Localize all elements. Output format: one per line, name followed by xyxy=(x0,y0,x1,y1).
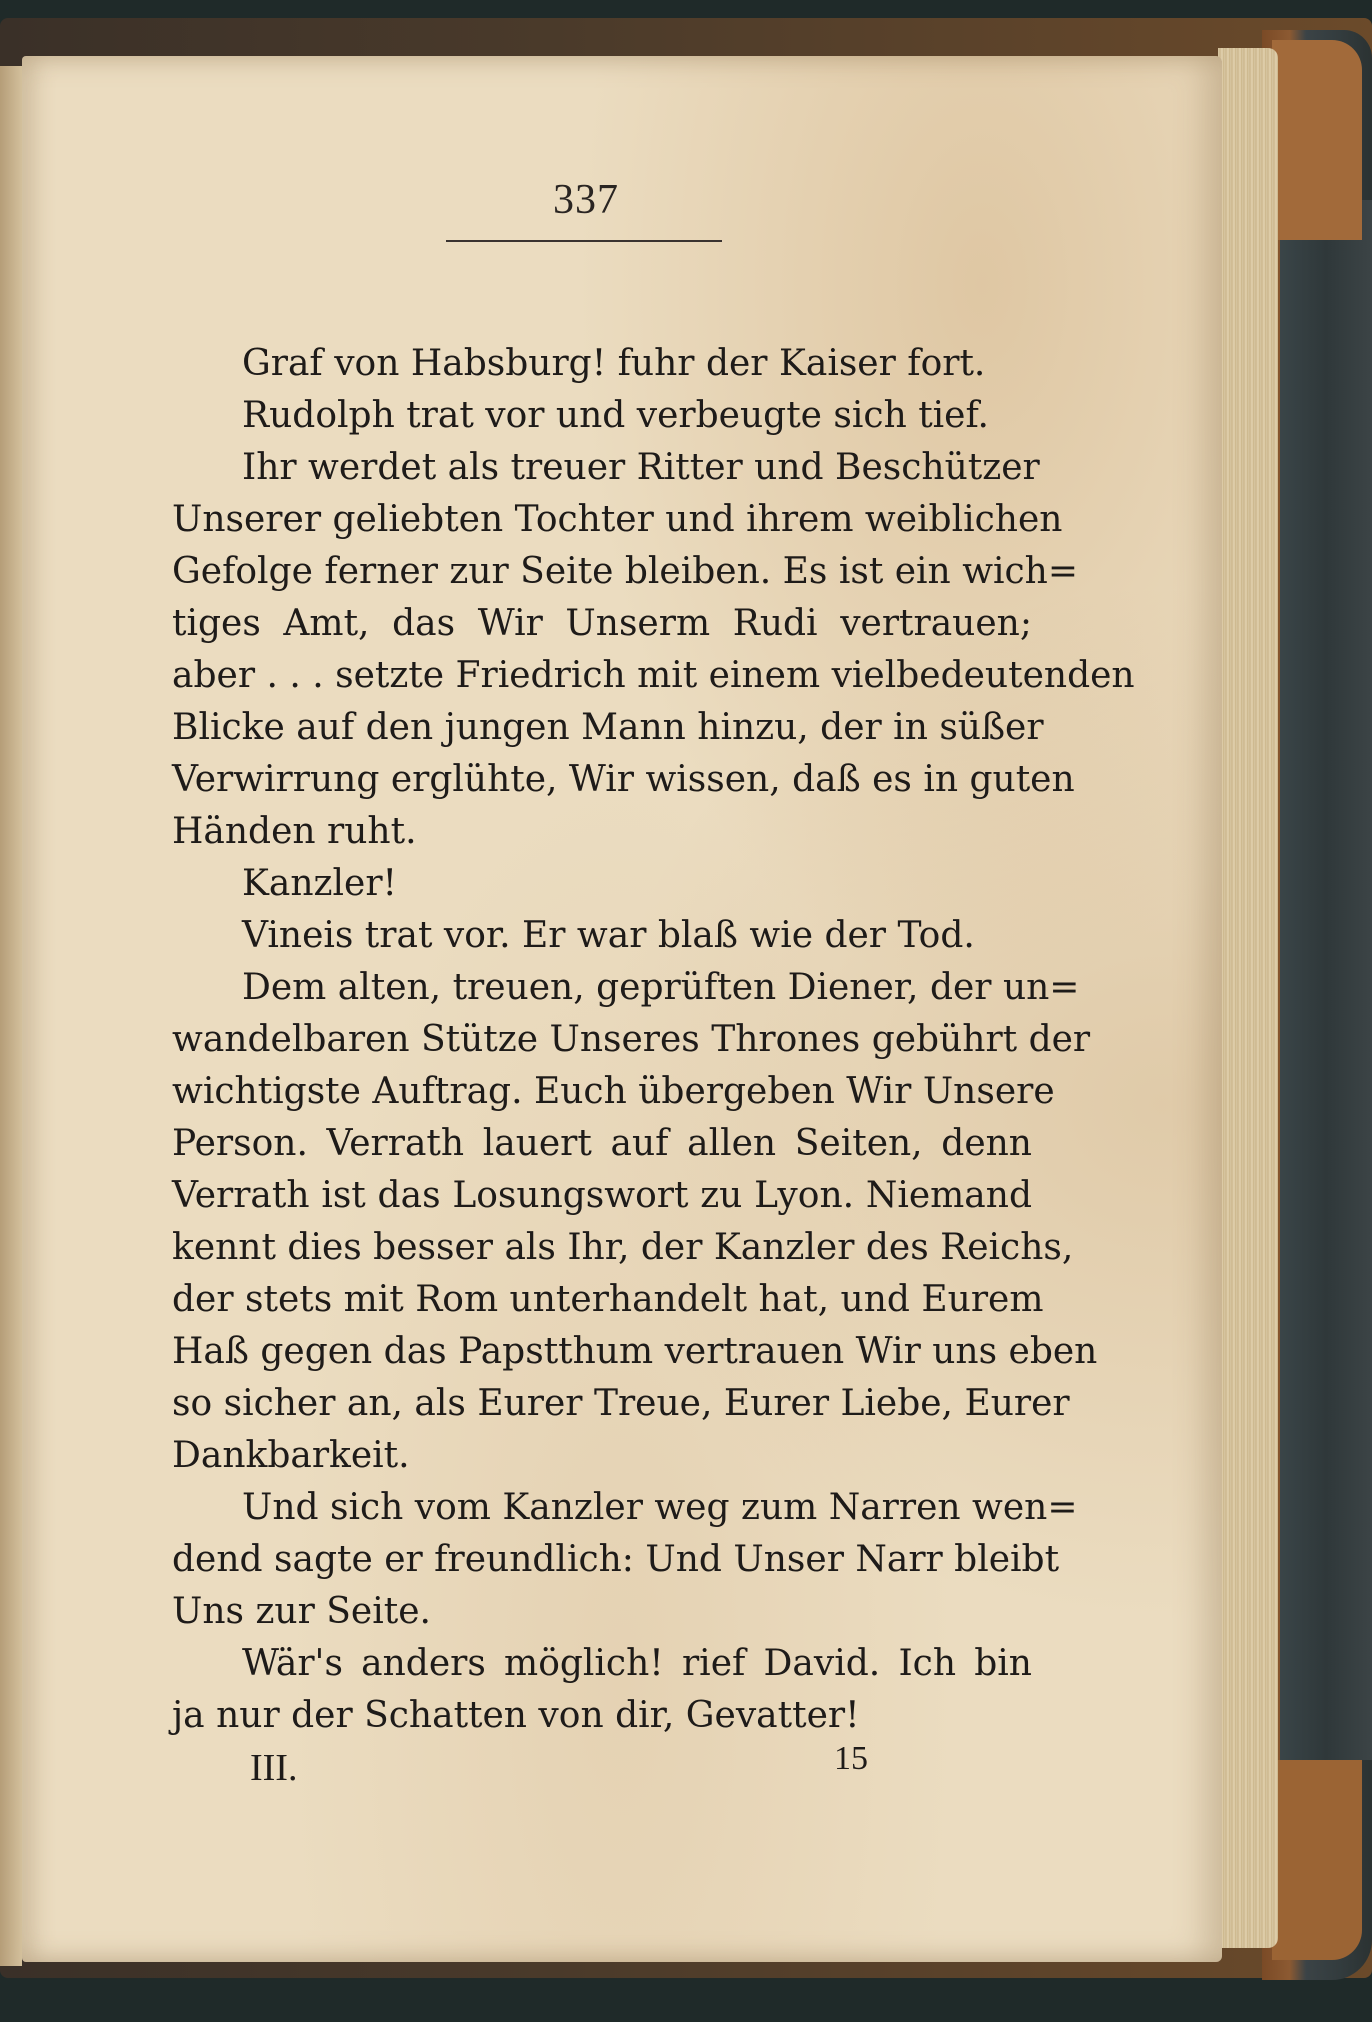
page-number-rule xyxy=(446,240,722,242)
text-line: tiges Amt, das Wir Unserm Rudi vertrauen; xyxy=(172,603,1032,644)
text-line: Wär's anders möglich! rief David. Ich bin xyxy=(242,1643,1032,1684)
text-line: Uns zur Seite. xyxy=(172,1591,431,1632)
text-line: Verwirrung erglühte, Wir wissen, daß es in guten xyxy=(172,759,1075,800)
text-line: aber . . . setzte Friedrich mit einem vielbedeutenden xyxy=(172,655,1135,696)
text-line: Verrath ist das Losungswort zu Lyon. Niemand xyxy=(172,1175,1032,1216)
body-text xyxy=(172,338,1135,1742)
text-line: wandelbaren Stütze Unseres Thrones gebührt der xyxy=(172,1019,1091,1060)
text-line: Blicke auf den jungen Mann hinzu, der in süßer xyxy=(172,707,1044,748)
text-line: Dem alten, treuen, geprüften Diener, der un= xyxy=(242,967,1080,1008)
page-edges-stack xyxy=(1218,48,1278,1948)
text-line: ja nur der Schatten von dir, Gevatter! xyxy=(172,1695,860,1736)
text-line: Ihr werdet als treuer Ritter und Beschützer xyxy=(242,447,1040,488)
text-line: so sicher an, als Eurer Treue, Eurer Liebe, Eurer xyxy=(172,1383,1070,1424)
text-line: Dankbarkeit. xyxy=(172,1435,410,1476)
text-line: kennt dies besser als Ihr, der Kanzler des Reichs, xyxy=(172,1227,1074,1268)
text-line: der stets mit Rom unterhandelt hat, und Eurem xyxy=(172,1279,1044,1320)
book-page xyxy=(22,56,1222,1962)
text-line: dend sagte er freundlich: Und Unser Narr bleibt xyxy=(172,1539,1060,1580)
text-line: Vineis trat vor. Er war blaß wie der Tod. xyxy=(242,915,975,956)
page-number: 337 xyxy=(553,177,619,223)
book-cover-corner-top xyxy=(1272,40,1362,240)
signature-mark: III. xyxy=(250,1747,298,1789)
sheet-number: 15 xyxy=(834,1740,868,1777)
text-line: wichtigste Auftrag. Euch übergeben Wir Unsere xyxy=(172,1071,1055,1112)
text-line: Rudolph trat vor und verbeugte sich tief. xyxy=(242,395,989,436)
text-line: Haß gegen das Papstthum vertrauen Wir uns eben xyxy=(172,1331,1098,1372)
left-page-edge xyxy=(0,66,22,1966)
text-line: Händen ruht. xyxy=(172,811,417,852)
text-line: Kanzler! xyxy=(242,863,398,904)
book-cover-leather xyxy=(1280,200,1372,1760)
text-line: Gefolge ferner zur Seite bleiben. Es ist ein wich= xyxy=(172,551,1079,592)
book-cover-corner-bottom xyxy=(1272,1760,1362,1960)
text-line: Und sich vom Kanzler weg zum Narren wen= xyxy=(242,1487,1078,1528)
text-line: Unserer geliebten Tochter und ihrem weiblichen xyxy=(172,499,1063,540)
text-line: Graf von Habsburg! fuhr der Kaiser fort. xyxy=(242,343,986,384)
text-line: Person. Verrath lauert auf allen Seiten, denn xyxy=(172,1123,1032,1164)
